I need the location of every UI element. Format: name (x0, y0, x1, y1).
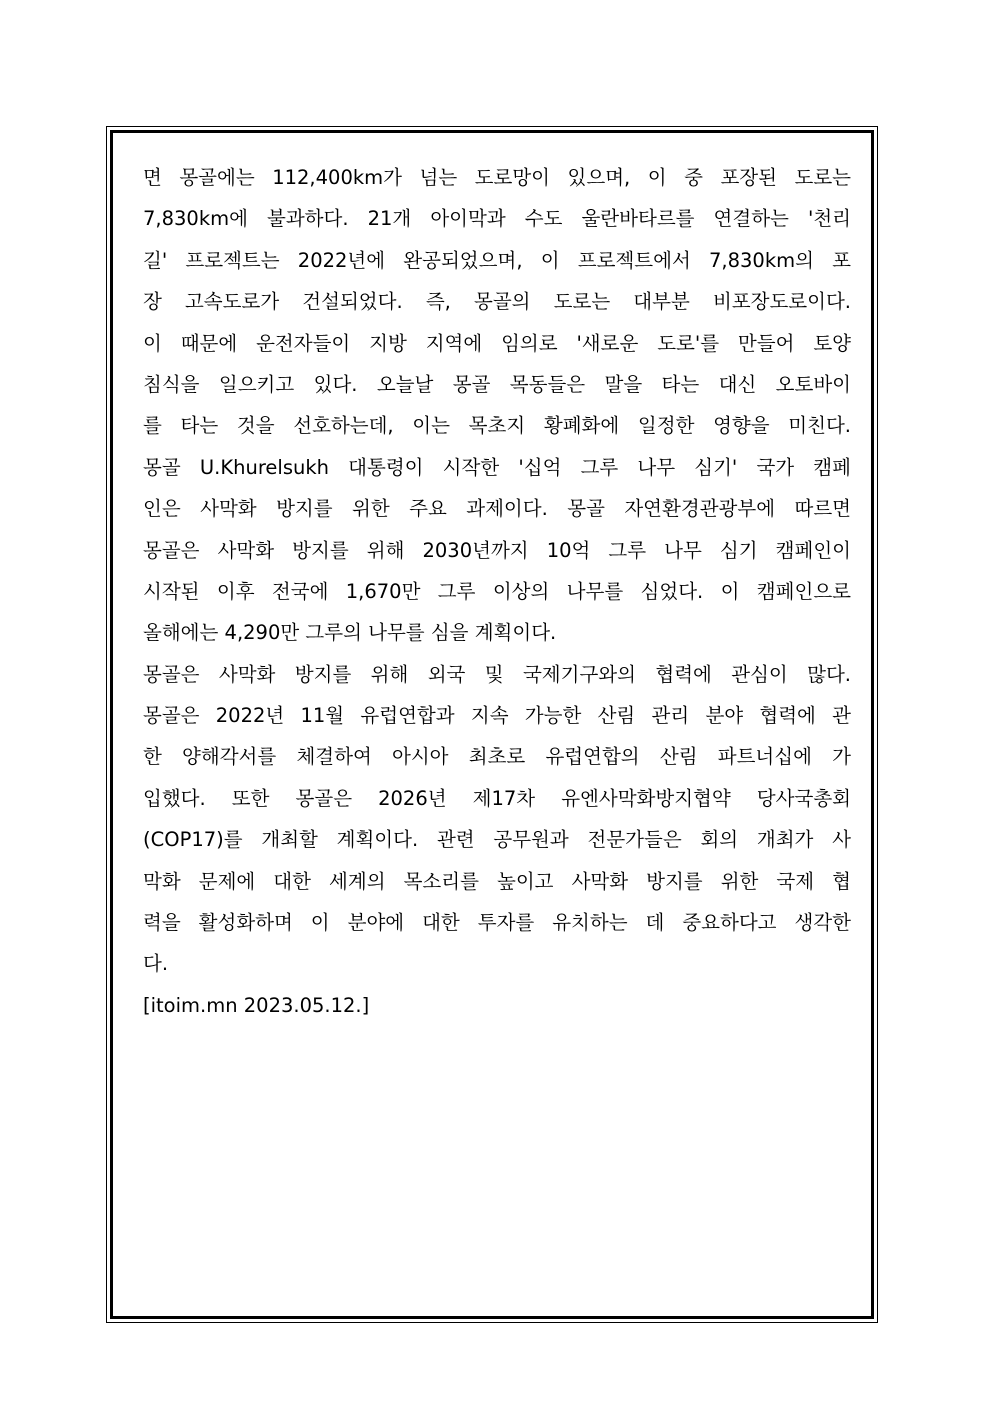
text-line: 7,830km에 불과하다. 21개 아이막과 수도 울란바타르를 연결하는 '천리 (143, 207, 851, 231)
text-line: 를 타는 것을 선호하는데, 이는 목초지 황폐화에 일정한 영향을 미친다. (143, 414, 851, 438)
text-line: 몽골은 사막화 방지를 위해 2030년까지 10억 그루 나무 심기 캠페인이 (143, 538, 851, 562)
text-line: 이 때문에 운전자들이 지방 지역에 임의로 '새로운 도로'를 만들어 토양 (143, 331, 851, 355)
article-body (143, 157, 851, 1026)
text-line: 다. (143, 952, 169, 976)
text-line: (COP17)를 개최할 계획이다. 관련 공무원과 전문가들은 회의 개최가 사 (143, 828, 851, 852)
text-line: 시작된 이후 전국에 1,670만 그루 이상의 나무를 심었다. 이 캠페인으로 (143, 579, 851, 603)
text-line: 몽골은 2022년 11월 유럽연합과 지속 가능한 산림 관리 분야 협력에 관 (143, 704, 851, 728)
source-citation: [itoim.mn 2023.05.12.] (143, 993, 370, 1017)
text-line: 면 몽골에는 112,400km가 넘는 도로망이 있으며, 이 중 포장된 도로는 (143, 166, 851, 189)
text-line: 인은 사막화 방지를 위한 주요 과제이다. 몽골 자연환경관광부에 따르면 (143, 497, 851, 521)
text-line: 길' 프로젝트는 2022년에 완공되었으며, 이 프로젝트에서 7,830km의 포 (143, 248, 851, 272)
text-line: 몽골 U.Khurelsukh 대통령이 시작한 '십억 그루 나무 심기' 국가 캠페 (143, 455, 851, 479)
text-line: 막화 문제에 대한 세계의 목소리를 높이고 사막화 방지를 위한 국제 협 (143, 869, 851, 893)
text-line: 입했다. 또한 몽골은 2026년 제17차 유엔사막화방지협약 당사국총회 (143, 786, 851, 810)
text-line: 력을 활성화하며 이 분야에 대한 투자를 유치하는 데 중요하다고 생각한 (143, 911, 851, 935)
text-line: 몽골은 사막화 방지를 위해 외국 및 국제기구와의 협력에 관심이 많다. (143, 662, 851, 686)
text-line: 장 고속도로가 건설되었다. 즉, 몽골의 도로는 대부분 비포장도로이다. (143, 290, 851, 314)
text-line: 올해에는 4,290만 그루의 나무를 심을 계획이다. (143, 621, 557, 645)
text-line: 한 양해각서를 체결하여 아시아 최초로 유럽연합의 산림 파트너십에 가 (143, 745, 851, 769)
text-line: 침식을 일으키고 있다. 오늘날 몽골 목동들은 말을 타는 대신 오토바이 (143, 372, 851, 396)
